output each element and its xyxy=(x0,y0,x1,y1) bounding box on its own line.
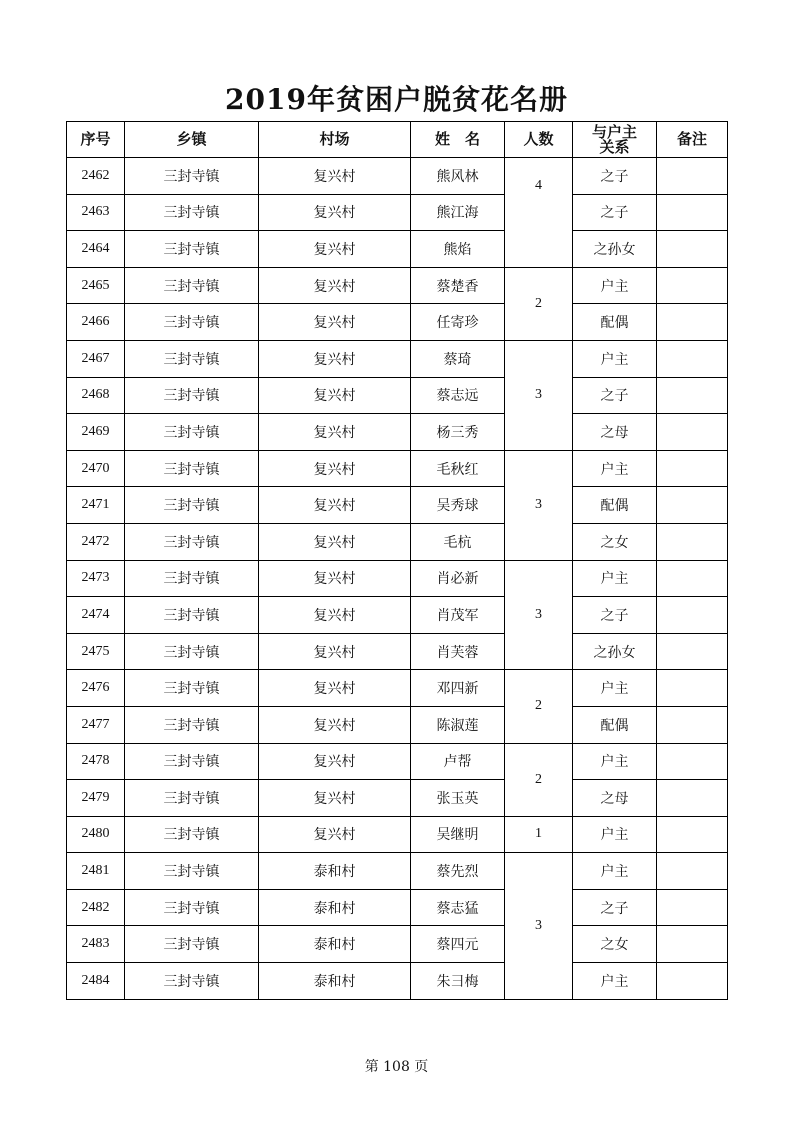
cell-township: 三封寺镇 xyxy=(125,304,259,341)
table-row xyxy=(67,743,728,780)
table-row xyxy=(67,633,728,670)
cell-township: 三封寺镇 xyxy=(125,963,259,1000)
cell-seq: 2478 xyxy=(67,743,125,780)
cell-relation: 户主 xyxy=(573,340,657,377)
cell-name: 蔡琦 xyxy=(411,340,505,377)
cell-note xyxy=(657,340,728,377)
cell-name: 杨三秀 xyxy=(411,414,505,451)
table-row xyxy=(67,487,728,524)
cell-name: 陈淑莲 xyxy=(411,706,505,743)
cell-village: 复兴村 xyxy=(259,523,411,560)
cell-village: 复兴村 xyxy=(259,450,411,487)
table-row xyxy=(67,414,728,451)
cell-relation: 之孙女 xyxy=(573,633,657,670)
header-relation: 与户主关系 xyxy=(573,122,657,158)
cell-relation: 之母 xyxy=(573,414,657,451)
page-footer: 第 108 页 xyxy=(364,1059,429,1075)
cell-village: 复兴村 xyxy=(259,304,411,341)
cell-seq: 2468 xyxy=(67,377,125,414)
table-row xyxy=(67,963,728,1000)
table-row xyxy=(67,926,728,963)
cell-name: 吴继明 xyxy=(411,816,505,853)
cell-village: 复兴村 xyxy=(259,231,411,268)
table-row xyxy=(67,889,728,926)
cell-township: 三封寺镇 xyxy=(125,670,259,707)
table-row xyxy=(67,304,728,341)
cell-village: 复兴村 xyxy=(259,633,411,670)
cell-note xyxy=(657,889,728,926)
cell-relation: 之子 xyxy=(573,889,657,926)
cell-village: 复兴村 xyxy=(259,414,411,451)
cell-seq: 2473 xyxy=(67,560,125,597)
cell-relation: 之母 xyxy=(573,780,657,817)
cell-note xyxy=(657,414,728,451)
cell-relation: 户主 xyxy=(573,450,657,487)
cell-relation: 配偶 xyxy=(573,487,657,524)
cell-township: 三封寺镇 xyxy=(125,340,259,377)
cell-name: 蔡楚香 xyxy=(411,267,505,304)
header-name: 姓 名 xyxy=(411,122,505,158)
cell-name: 肖必新 xyxy=(411,560,505,597)
cell-relation: 之孙女 xyxy=(573,231,657,268)
table-row xyxy=(67,560,728,597)
cell-note xyxy=(657,377,728,414)
cell-name: 蔡先烈 xyxy=(411,853,505,890)
table-row xyxy=(67,158,728,195)
cell-name: 蔡四元 xyxy=(411,926,505,963)
cell-township: 三封寺镇 xyxy=(125,231,259,268)
cell-name: 朱彐梅 xyxy=(411,963,505,1000)
table-row xyxy=(67,523,728,560)
cell-village: 复兴村 xyxy=(259,267,411,304)
cell-name: 张玉英 xyxy=(411,780,505,817)
cell-village: 复兴村 xyxy=(259,670,411,707)
cell-village: 复兴村 xyxy=(259,377,411,414)
cell-township: 三封寺镇 xyxy=(125,853,259,890)
table-row xyxy=(67,706,728,743)
cell-note xyxy=(657,487,728,524)
cell-township: 三封寺镇 xyxy=(125,377,259,414)
cell-relation: 户主 xyxy=(573,743,657,780)
cell-name: 熊焰 xyxy=(411,231,505,268)
cell-note xyxy=(657,194,728,231)
cell-township: 三封寺镇 xyxy=(125,414,259,451)
cell-seq: 2484 xyxy=(67,963,125,1000)
cell-township: 三封寺镇 xyxy=(125,523,259,560)
cell-name: 毛秋红 xyxy=(411,450,505,487)
cell-township: 三封寺镇 xyxy=(125,597,259,634)
cell-village: 泰和村 xyxy=(259,889,411,926)
header-seq: 序号 xyxy=(67,122,125,158)
cell-village: 泰和村 xyxy=(259,926,411,963)
cell-relation: 户主 xyxy=(573,267,657,304)
poverty-roster-table xyxy=(66,121,728,1000)
cell-household-count: 2 xyxy=(505,670,573,743)
cell-note xyxy=(657,450,728,487)
cell-name: 任寄珍 xyxy=(411,304,505,341)
cell-relation: 之子 xyxy=(573,597,657,634)
cell-township: 三封寺镇 xyxy=(125,487,259,524)
header-village: 村场 xyxy=(259,122,411,158)
cell-name: 邓四新 xyxy=(411,670,505,707)
cell-name: 熊江海 xyxy=(411,194,505,231)
table-row xyxy=(67,450,728,487)
cell-seq: 2476 xyxy=(67,670,125,707)
cell-seq: 2467 xyxy=(67,340,125,377)
cell-seq: 2470 xyxy=(67,450,125,487)
cell-relation: 配偶 xyxy=(573,706,657,743)
cell-relation: 户主 xyxy=(573,963,657,1000)
table-row xyxy=(67,853,728,890)
cell-seq: 2469 xyxy=(67,414,125,451)
page-title: 2019年贫困户脱贫花名册 xyxy=(225,83,568,116)
cell-seq: 2465 xyxy=(67,267,125,304)
cell-note xyxy=(657,523,728,560)
cell-seq: 2483 xyxy=(67,926,125,963)
cell-relation: 之女 xyxy=(573,523,657,560)
cell-name: 肖茂军 xyxy=(411,597,505,634)
cell-village: 复兴村 xyxy=(259,706,411,743)
cell-seq: 2481 xyxy=(67,853,125,890)
cell-village: 复兴村 xyxy=(259,158,411,195)
cell-relation: 之子 xyxy=(573,158,657,195)
cell-township: 三封寺镇 xyxy=(125,560,259,597)
cell-relation: 户主 xyxy=(573,853,657,890)
cell-name: 毛杭 xyxy=(411,523,505,560)
cell-note xyxy=(657,853,728,890)
cell-relation: 配偶 xyxy=(573,304,657,341)
table-row xyxy=(67,670,728,707)
cell-note xyxy=(657,780,728,817)
cell-note xyxy=(657,670,728,707)
cell-note xyxy=(657,158,728,195)
cell-township: 三封寺镇 xyxy=(125,158,259,195)
cell-seq: 2463 xyxy=(67,194,125,231)
cell-note xyxy=(657,304,728,341)
cell-note xyxy=(657,706,728,743)
cell-note xyxy=(657,926,728,963)
cell-household-count: 3 xyxy=(505,560,573,670)
cell-township: 三封寺镇 xyxy=(125,816,259,853)
cell-seq: 2471 xyxy=(67,487,125,524)
cell-household-count: 3 xyxy=(505,450,573,560)
cell-name: 吴秀球 xyxy=(411,487,505,524)
cell-relation: 户主 xyxy=(573,670,657,707)
cell-village: 泰和村 xyxy=(259,853,411,890)
cell-village: 复兴村 xyxy=(259,597,411,634)
cell-note xyxy=(657,743,728,780)
cell-township: 三封寺镇 xyxy=(125,267,259,304)
cell-township: 三封寺镇 xyxy=(125,780,259,817)
cell-seq: 2472 xyxy=(67,523,125,560)
cell-village: 泰和村 xyxy=(259,963,411,1000)
table-row xyxy=(67,816,728,853)
header-row xyxy=(67,122,728,158)
cell-seq: 2480 xyxy=(67,816,125,853)
cell-village: 复兴村 xyxy=(259,194,411,231)
cell-note xyxy=(657,633,728,670)
cell-seq: 2464 xyxy=(67,231,125,268)
cell-village: 复兴村 xyxy=(259,487,411,524)
cell-note xyxy=(657,816,728,853)
cell-seq: 2482 xyxy=(67,889,125,926)
cell-township: 三封寺镇 xyxy=(125,743,259,780)
cell-township: 三封寺镇 xyxy=(125,926,259,963)
table-row xyxy=(67,231,728,268)
cell-township: 三封寺镇 xyxy=(125,889,259,926)
cell-relation: 户主 xyxy=(573,816,657,853)
cell-household-count: 3 xyxy=(505,853,573,999)
table-row xyxy=(67,780,728,817)
cell-seq: 2475 xyxy=(67,633,125,670)
cell-township: 三封寺镇 xyxy=(125,706,259,743)
cell-township: 三封寺镇 xyxy=(125,194,259,231)
cell-note xyxy=(657,597,728,634)
cell-village: 复兴村 xyxy=(259,340,411,377)
header-note: 备注 xyxy=(657,122,728,158)
cell-village: 复兴村 xyxy=(259,743,411,780)
cell-seq: 2466 xyxy=(67,304,125,341)
cell-name: 蔡志远 xyxy=(411,377,505,414)
table-row xyxy=(67,267,728,304)
cell-name: 熊风林 xyxy=(411,158,505,195)
cell-township: 三封寺镇 xyxy=(125,633,259,670)
cell-village: 复兴村 xyxy=(259,816,411,853)
cell-household-count: 3 xyxy=(505,340,573,450)
table-row xyxy=(67,340,728,377)
cell-village: 复兴村 xyxy=(259,560,411,597)
cell-name: 肖芙蓉 xyxy=(411,633,505,670)
cell-seq: 2477 xyxy=(67,706,125,743)
cell-household-count: 2 xyxy=(505,267,573,340)
cell-name: 卢帮 xyxy=(411,743,505,780)
cell-seq: 2462 xyxy=(67,158,125,195)
cell-relation: 之女 xyxy=(573,926,657,963)
cell-seq: 2479 xyxy=(67,780,125,817)
table-row xyxy=(67,194,728,231)
header-count: 人数 xyxy=(505,122,573,158)
cell-relation: 户主 xyxy=(573,560,657,597)
cell-relation: 之子 xyxy=(573,194,657,231)
cell-village: 复兴村 xyxy=(259,780,411,817)
cell-household-count: 2 xyxy=(505,743,573,816)
cell-note xyxy=(657,560,728,597)
cell-township: 三封寺镇 xyxy=(125,450,259,487)
cell-household-count: 1 xyxy=(505,816,573,853)
cell-household-count: 4 xyxy=(505,158,573,268)
cell-relation: 之子 xyxy=(573,377,657,414)
header-township: 乡镇 xyxy=(125,122,259,158)
cell-note xyxy=(657,231,728,268)
cell-note xyxy=(657,267,728,304)
table-row xyxy=(67,377,728,414)
roster-body xyxy=(67,158,728,1000)
table-row xyxy=(67,597,728,634)
cell-name: 蔡志猛 xyxy=(411,889,505,926)
cell-seq: 2474 xyxy=(67,597,125,634)
cell-note xyxy=(657,963,728,1000)
